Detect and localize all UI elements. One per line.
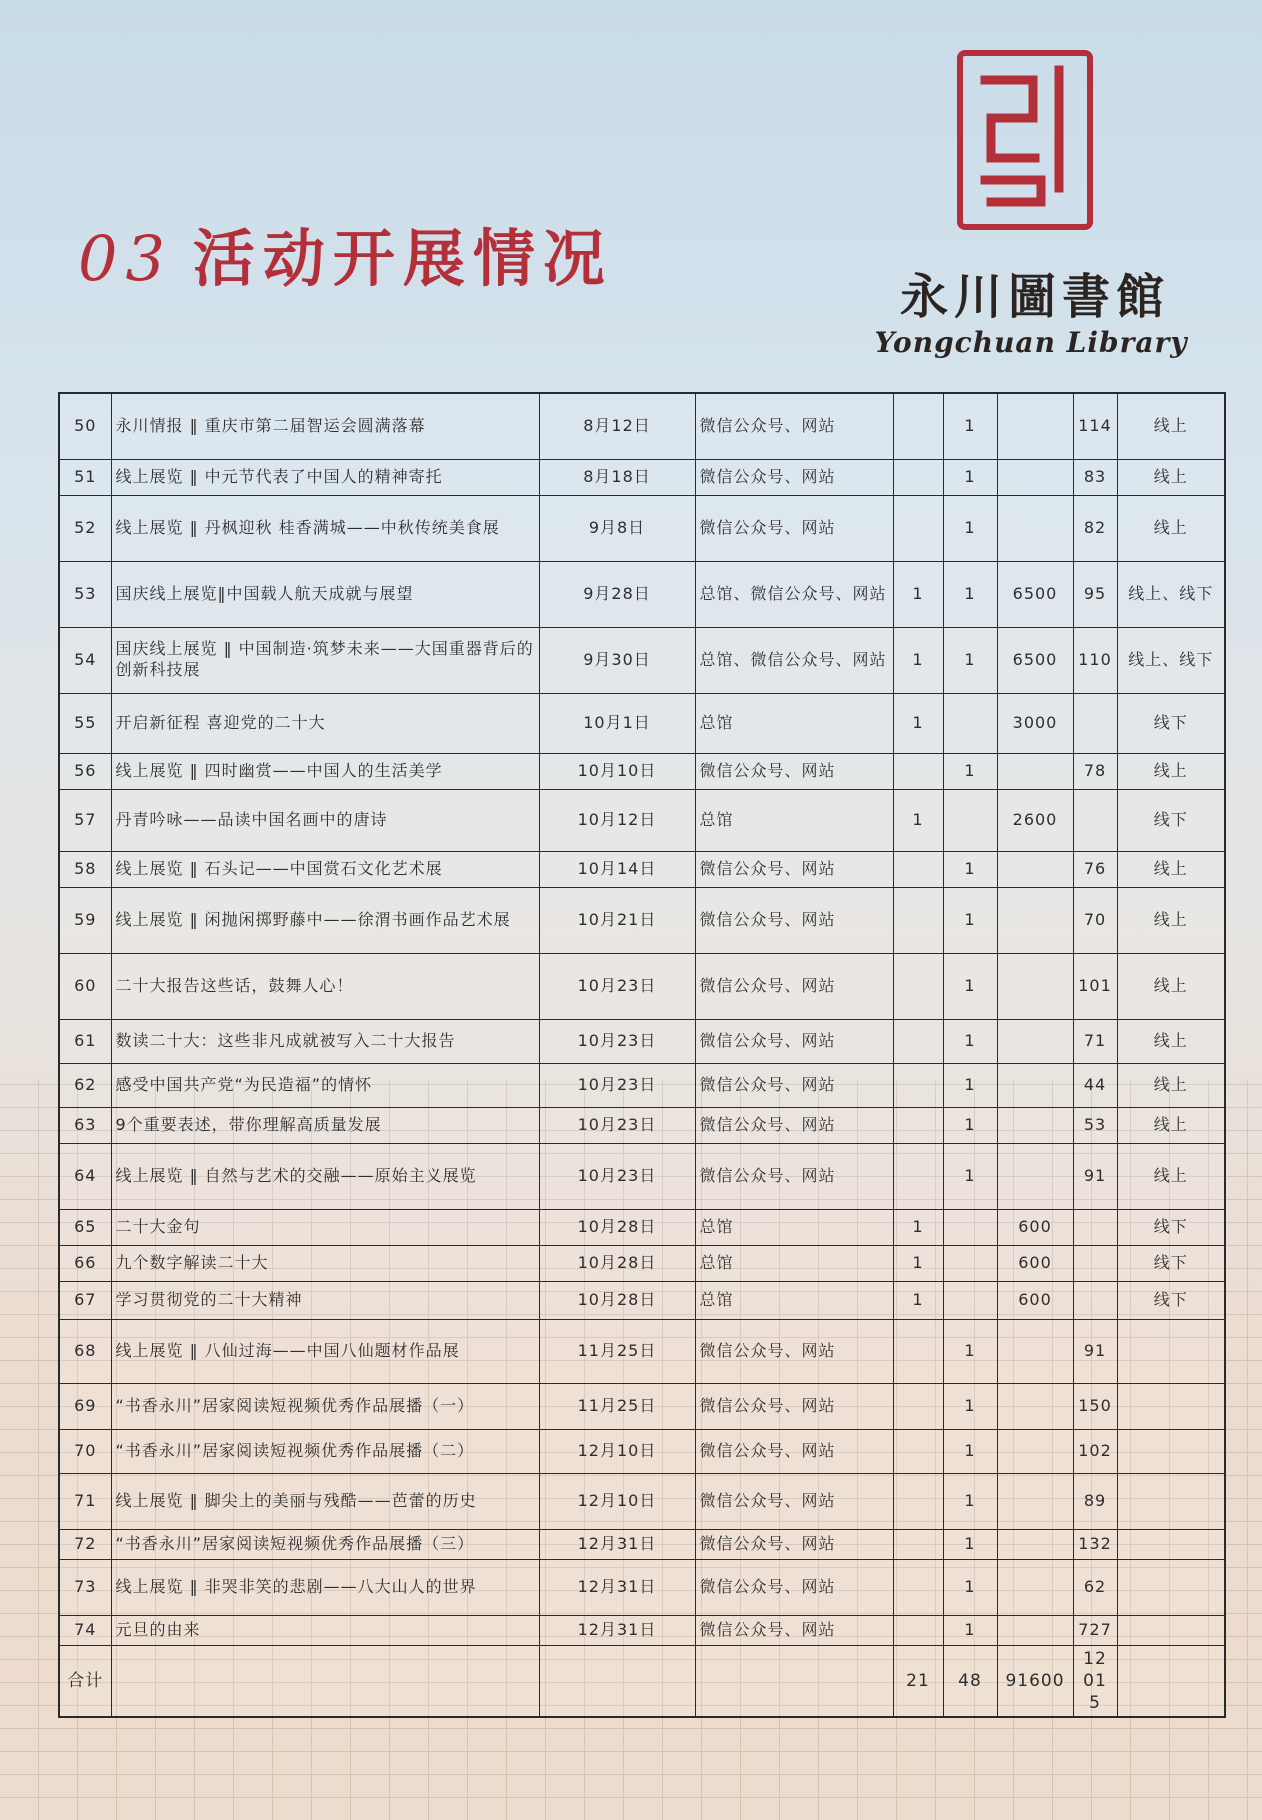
count-col-2: 1 (943, 1615, 997, 1645)
empty-cell (539, 1645, 695, 1717)
activity-channel: 总馆、微信公众号、网站 (695, 627, 893, 693)
count-col-2 (943, 693, 997, 753)
activity-date: 9月8日 (539, 495, 695, 561)
count-col-2: 1 (943, 953, 997, 1019)
activity-title: 国庆线上展览 ‖ 中国制造·筑梦未来——大国重器背后的创新科技展 (111, 627, 539, 693)
section-title: 活动开展情况 (192, 222, 613, 295)
visitor-count: 600 (997, 1245, 1073, 1281)
count-col-1 (893, 1319, 943, 1383)
count-col-2: 1 (943, 1559, 997, 1615)
activity-channel: 总馆 (695, 789, 893, 851)
visitor-count (997, 1143, 1073, 1209)
table-row (59, 789, 1225, 851)
row-number: 69 (59, 1383, 111, 1429)
activity-date: 12月31日 (539, 1559, 695, 1615)
row-number: 61 (59, 1019, 111, 1063)
count-col-1 (893, 953, 943, 1019)
count-col-1 (893, 393, 943, 459)
activity-title: 线上展览 ‖ 自然与艺术的交融——原始主义展览 (111, 1143, 539, 1209)
count-col-2: 1 (943, 1473, 997, 1529)
count-col-2: 1 (943, 1529, 997, 1559)
table-row (59, 1107, 1225, 1143)
visitor-count (997, 1107, 1073, 1143)
activity-channel: 总馆 (695, 1281, 893, 1319)
row-number: 60 (59, 953, 111, 1019)
activity-channel: 微信公众号、网站 (695, 1559, 893, 1615)
activity-mode (1117, 1429, 1225, 1473)
activity-title: 二十大金句 (111, 1209, 539, 1245)
count-col-2: 1 (943, 1319, 997, 1383)
online-views: 82 (1073, 495, 1117, 561)
activity-date: 10月12日 (539, 789, 695, 851)
count-col-2: 1 (943, 393, 997, 459)
row-number: 73 (59, 1559, 111, 1615)
visitor-count (997, 1529, 1073, 1559)
count-col-2: 1 (943, 1063, 997, 1107)
activity-mode: 线上 (1117, 953, 1225, 1019)
visitor-count (997, 459, 1073, 495)
row-number: 62 (59, 1063, 111, 1107)
count-col-1: 1 (893, 561, 943, 627)
count-col-1: 1 (893, 1209, 943, 1245)
activity-channel: 微信公众号、网站 (695, 1473, 893, 1529)
activity-mode: 线上 (1117, 1143, 1225, 1209)
activity-date: 9月28日 (539, 561, 695, 627)
activity-title: 学习贯彻党的二十大精神 (111, 1281, 539, 1319)
count-col-1: 1 (893, 789, 943, 851)
visitor-count (997, 1063, 1073, 1107)
row-number: 63 (59, 1107, 111, 1143)
row-number: 71 (59, 1473, 111, 1529)
online-views: 132 (1073, 1529, 1117, 1559)
online-views: 83 (1073, 459, 1117, 495)
table-row (59, 561, 1225, 627)
table-row (59, 495, 1225, 561)
activity-date: 8月18日 (539, 459, 695, 495)
activity-date: 12月31日 (539, 1529, 695, 1559)
activity-date: 10月28日 (539, 1245, 695, 1281)
activity-date: 12月10日 (539, 1429, 695, 1473)
activity-channel: 微信公众号、网站 (695, 459, 893, 495)
activity-title: 数读二十大：这些非凡成就被写入二十大报告 (111, 1019, 539, 1063)
activity-title: 线上展览 ‖ 非哭非笑的悲剧——八大山人的世界 (111, 1559, 539, 1615)
activity-mode: 线上、线下 (1117, 561, 1225, 627)
visitor-count (997, 851, 1073, 887)
row-number: 59 (59, 887, 111, 953)
online-views: 114 (1073, 393, 1117, 459)
count-col-2 (943, 1281, 997, 1319)
count-col-1 (893, 495, 943, 561)
table-row (59, 693, 1225, 753)
activity-title: 感受中国共产党“为民造福”的情怀 (111, 1063, 539, 1107)
count-col-2: 1 (943, 1019, 997, 1063)
table-row (59, 1143, 1225, 1209)
visitor-count (997, 1383, 1073, 1429)
activity-channel: 微信公众号、网站 (695, 1429, 893, 1473)
activity-title: 元旦的由来 (111, 1615, 539, 1645)
visitor-count (997, 1319, 1073, 1383)
online-views: 91 (1073, 1143, 1117, 1209)
activity-title: 线上展览 ‖ 四时幽赏——中国人的生活美学 (111, 753, 539, 789)
activity-channel: 微信公众号、网站 (695, 1615, 893, 1645)
activity-title: 永川情报 ‖ 重庆市第二届智运会圆满落幕 (111, 393, 539, 459)
seal-glyph-icon (963, 56, 1087, 224)
activity-date: 10月23日 (539, 1143, 695, 1209)
visitor-count (997, 495, 1073, 561)
row-number: 56 (59, 753, 111, 789)
section-heading (78, 222, 613, 295)
table-row (59, 1473, 1225, 1529)
activity-date: 10月10日 (539, 753, 695, 789)
activity-date: 10月1日 (539, 693, 695, 753)
online-views: 110 (1073, 627, 1117, 693)
activity-mode (1117, 1319, 1225, 1383)
visitor-count: 6500 (997, 561, 1073, 627)
empty-cell (111, 1645, 539, 1717)
activity-channel: 总馆 (695, 1245, 893, 1281)
activity-date: 11月25日 (539, 1383, 695, 1429)
visitor-count: 3000 (997, 693, 1073, 753)
count-col-2 (943, 1209, 997, 1245)
online-views (1073, 1245, 1117, 1281)
activity-title: “书香永川”居家阅读短视频优秀作品展播（二） (111, 1429, 539, 1473)
activity-title: 线上展览 ‖ 八仙过海——中国八仙题材作品展 (111, 1319, 539, 1383)
row-number: 53 (59, 561, 111, 627)
activity-title: 线上展览 ‖ 闲抛闲掷野藤中——徐渭书画作品艺术展 (111, 887, 539, 953)
activity-title: “书香永川”居家阅读短视频优秀作品展播（三） (111, 1529, 539, 1559)
activity-channel: 微信公众号、网站 (695, 887, 893, 953)
count-col-2: 1 (943, 753, 997, 789)
visitor-count (997, 1429, 1073, 1473)
count-col-1 (893, 1143, 943, 1209)
table-row (59, 459, 1225, 495)
count-col-2: 1 (943, 1143, 997, 1209)
activity-mode: 线上 (1117, 887, 1225, 953)
activity-channel: 微信公众号、网站 (695, 1107, 893, 1143)
online-views: 70 (1073, 887, 1117, 953)
row-number: 58 (59, 851, 111, 887)
visitor-count: 600 (997, 1209, 1073, 1245)
online-views: 62 (1073, 1559, 1117, 1615)
activity-mode: 线上 (1117, 495, 1225, 561)
count-col-1 (893, 753, 943, 789)
activity-mode: 线下 (1117, 1209, 1225, 1245)
activity-date: 10月28日 (539, 1209, 695, 1245)
activity-date: 10月23日 (539, 1019, 695, 1063)
total-row (59, 1645, 1225, 1717)
activity-date: 12月31日 (539, 1615, 695, 1645)
section-number: 03 (78, 222, 173, 295)
visitor-count (997, 753, 1073, 789)
total-count-col-1: 21 (893, 1645, 943, 1717)
count-col-1 (893, 1529, 943, 1559)
activity-date: 9月30日 (539, 627, 695, 693)
activity-date: 10月28日 (539, 1281, 695, 1319)
activity-channel: 微信公众号、网站 (695, 851, 893, 887)
online-views (1073, 789, 1117, 851)
row-number: 67 (59, 1281, 111, 1319)
activity-title: 国庆线上展览‖中国载人航天成就与展望 (111, 561, 539, 627)
activity-date: 12月10日 (539, 1473, 695, 1529)
activity-channel: 微信公众号、网站 (695, 1529, 893, 1559)
activity-channel: 总馆、微信公众号、网站 (695, 561, 893, 627)
activity-title: 九个数字解读二十大 (111, 1245, 539, 1281)
activity-mode: 线下 (1117, 1245, 1225, 1281)
table-row (59, 627, 1225, 693)
activity-channel: 微信公众号、网站 (695, 953, 893, 1019)
table-row (59, 1063, 1225, 1107)
activity-title: 开启新征程 喜迎党的二十大 (111, 693, 539, 753)
count-col-2 (943, 1245, 997, 1281)
total-count-col-2: 48 (943, 1645, 997, 1717)
table-row (59, 1245, 1225, 1281)
activity-channel: 微信公众号、网站 (695, 1383, 893, 1429)
activity-date: 10月23日 (539, 1107, 695, 1143)
row-number: 64 (59, 1143, 111, 1209)
library-name-en: Yongchuan Library (874, 326, 1188, 359)
table-row (59, 393, 1225, 459)
activity-date: 8月12日 (539, 393, 695, 459)
activity-title: 线上展览 ‖ 丹枫迎秋 桂香满城——中秋传统美食展 (111, 495, 539, 561)
row-number: 55 (59, 693, 111, 753)
visitor-count (997, 1019, 1073, 1063)
count-col-2 (943, 789, 997, 851)
activity-channel: 总馆 (695, 693, 893, 753)
count-col-1 (893, 887, 943, 953)
activity-mode: 线下 (1117, 693, 1225, 753)
activity-mode: 线上 (1117, 459, 1225, 495)
online-views (1073, 693, 1117, 753)
row-number: 52 (59, 495, 111, 561)
visitor-count (997, 393, 1073, 459)
online-views (1073, 1209, 1117, 1245)
activity-date: 10月14日 (539, 851, 695, 887)
count-col-1 (893, 1559, 943, 1615)
count-col-1 (893, 1019, 943, 1063)
count-col-2: 1 (943, 1107, 997, 1143)
activity-mode (1117, 1383, 1225, 1429)
table-row (59, 1319, 1225, 1383)
activity-channel: 微信公众号、网站 (695, 1019, 893, 1063)
count-col-1 (893, 1473, 943, 1529)
activity-date: 10月21日 (539, 887, 695, 953)
visitor-count: 2600 (997, 789, 1073, 851)
online-views: 89 (1073, 1473, 1117, 1529)
count-col-1: 1 (893, 627, 943, 693)
activity-channel: 微信公众号、网站 (695, 1319, 893, 1383)
count-col-2: 1 (943, 627, 997, 693)
table-row (59, 887, 1225, 953)
row-number: 57 (59, 789, 111, 851)
row-number: 74 (59, 1615, 111, 1645)
activity-mode (1117, 1559, 1225, 1615)
count-col-1 (893, 459, 943, 495)
visitor-count (997, 1473, 1073, 1529)
activity-channel: 微信公众号、网站 (695, 1063, 893, 1107)
count-col-1 (893, 851, 943, 887)
activity-mode (1117, 1615, 1225, 1645)
activity-mode: 线上、线下 (1117, 627, 1225, 693)
online-views: 71 (1073, 1019, 1117, 1063)
total-label: 合计 (59, 1645, 111, 1717)
activity-channel: 微信公众号、网站 (695, 753, 893, 789)
empty-cell (1117, 1645, 1225, 1717)
activity-channel: 微信公众号、网站 (695, 495, 893, 561)
activity-date: 10月23日 (539, 1063, 695, 1107)
visitor-count (997, 887, 1073, 953)
online-views: 53 (1073, 1107, 1117, 1143)
table-row (59, 953, 1225, 1019)
library-seal-logo (957, 50, 1093, 230)
activity-mode: 线下 (1117, 789, 1225, 851)
activity-mode: 线上 (1117, 1019, 1225, 1063)
count-col-2: 1 (943, 1429, 997, 1473)
activity-mode (1117, 1529, 1225, 1559)
online-views: 102 (1073, 1429, 1117, 1473)
visitor-count (997, 953, 1073, 1019)
activity-title: “书香永川”居家阅读短视频优秀作品展播（一） (111, 1383, 539, 1429)
visitor-count (997, 1559, 1073, 1615)
activity-mode: 线上 (1117, 393, 1225, 459)
online-views: 95 (1073, 561, 1117, 627)
count-col-1 (893, 1383, 943, 1429)
table-row (59, 1615, 1225, 1645)
row-number: 51 (59, 459, 111, 495)
count-col-1 (893, 1063, 943, 1107)
count-col-1 (893, 1107, 943, 1143)
activity-date: 10月23日 (539, 953, 695, 1019)
library-name-cn: 永川圖書館 (899, 269, 1170, 325)
activity-channel: 微信公众号、网站 (695, 393, 893, 459)
count-col-1 (893, 1615, 943, 1645)
count-col-2: 1 (943, 851, 997, 887)
visitor-count (997, 1615, 1073, 1645)
activity-title: 9个重要表述，带你理解高质量发展 (111, 1107, 539, 1143)
activity-title: 线上展览 ‖ 石头记——中国赏石文化艺术展 (111, 851, 539, 887)
activity-mode: 线下 (1117, 1281, 1225, 1319)
count-col-1: 1 (893, 1281, 943, 1319)
table-row (59, 753, 1225, 789)
table-row (59, 1281, 1225, 1319)
activity-title: 丹青吟咏——品读中国名画中的唐诗 (111, 789, 539, 851)
count-col-1: 1 (893, 1245, 943, 1281)
activity-title: 线上展览 ‖ 中元节代表了中国人的精神寄托 (111, 459, 539, 495)
table-row (59, 1019, 1225, 1063)
table-row (59, 1559, 1225, 1615)
activity-date: 11月25日 (539, 1319, 695, 1383)
online-views: 78 (1073, 753, 1117, 789)
total-online-views: 12015 (1073, 1645, 1117, 1717)
total-visitor-count: 91600 (997, 1645, 1073, 1717)
activity-table-body (59, 393, 1225, 1717)
visitor-count: 600 (997, 1281, 1073, 1319)
row-number: 68 (59, 1319, 111, 1383)
activity-mode (1117, 1473, 1225, 1529)
row-number: 72 (59, 1529, 111, 1559)
online-views: 76 (1073, 851, 1117, 887)
table-row (59, 1383, 1225, 1429)
count-col-1 (893, 1429, 943, 1473)
empty-cell (695, 1645, 893, 1717)
activity-table (58, 392, 1226, 1718)
activity-title: 二十大报告这些话，鼓舞人心！ (111, 953, 539, 1019)
activity-mode: 线上 (1117, 851, 1225, 887)
visitor-count: 6500 (997, 627, 1073, 693)
count-col-2: 1 (943, 887, 997, 953)
online-views: 91 (1073, 1319, 1117, 1383)
row-number: 66 (59, 1245, 111, 1281)
row-number: 54 (59, 627, 111, 693)
count-col-1: 1 (893, 693, 943, 753)
row-number: 70 (59, 1429, 111, 1473)
online-views: 101 (1073, 953, 1117, 1019)
count-col-2: 1 (943, 1383, 997, 1429)
online-views (1073, 1281, 1117, 1319)
count-col-2: 1 (943, 495, 997, 561)
count-col-2: 1 (943, 561, 997, 627)
online-views: 44 (1073, 1063, 1117, 1107)
table-row (59, 1209, 1225, 1245)
table-row (59, 1429, 1225, 1473)
activity-channel: 总馆 (695, 1209, 893, 1245)
row-number: 65 (59, 1209, 111, 1245)
count-col-2: 1 (943, 459, 997, 495)
table-row (59, 851, 1225, 887)
activity-mode: 线上 (1117, 1107, 1225, 1143)
activity-title: 线上展览 ‖ 脚尖上的美丽与残酷——芭蕾的历史 (111, 1473, 539, 1529)
online-views: 150 (1073, 1383, 1117, 1429)
online-views: 727 (1073, 1615, 1117, 1645)
table-row (59, 1529, 1225, 1559)
activity-mode: 线上 (1117, 1063, 1225, 1107)
row-number: 50 (59, 393, 111, 459)
activity-channel: 微信公众号、网站 (695, 1143, 893, 1209)
activity-mode: 线上 (1117, 753, 1225, 789)
